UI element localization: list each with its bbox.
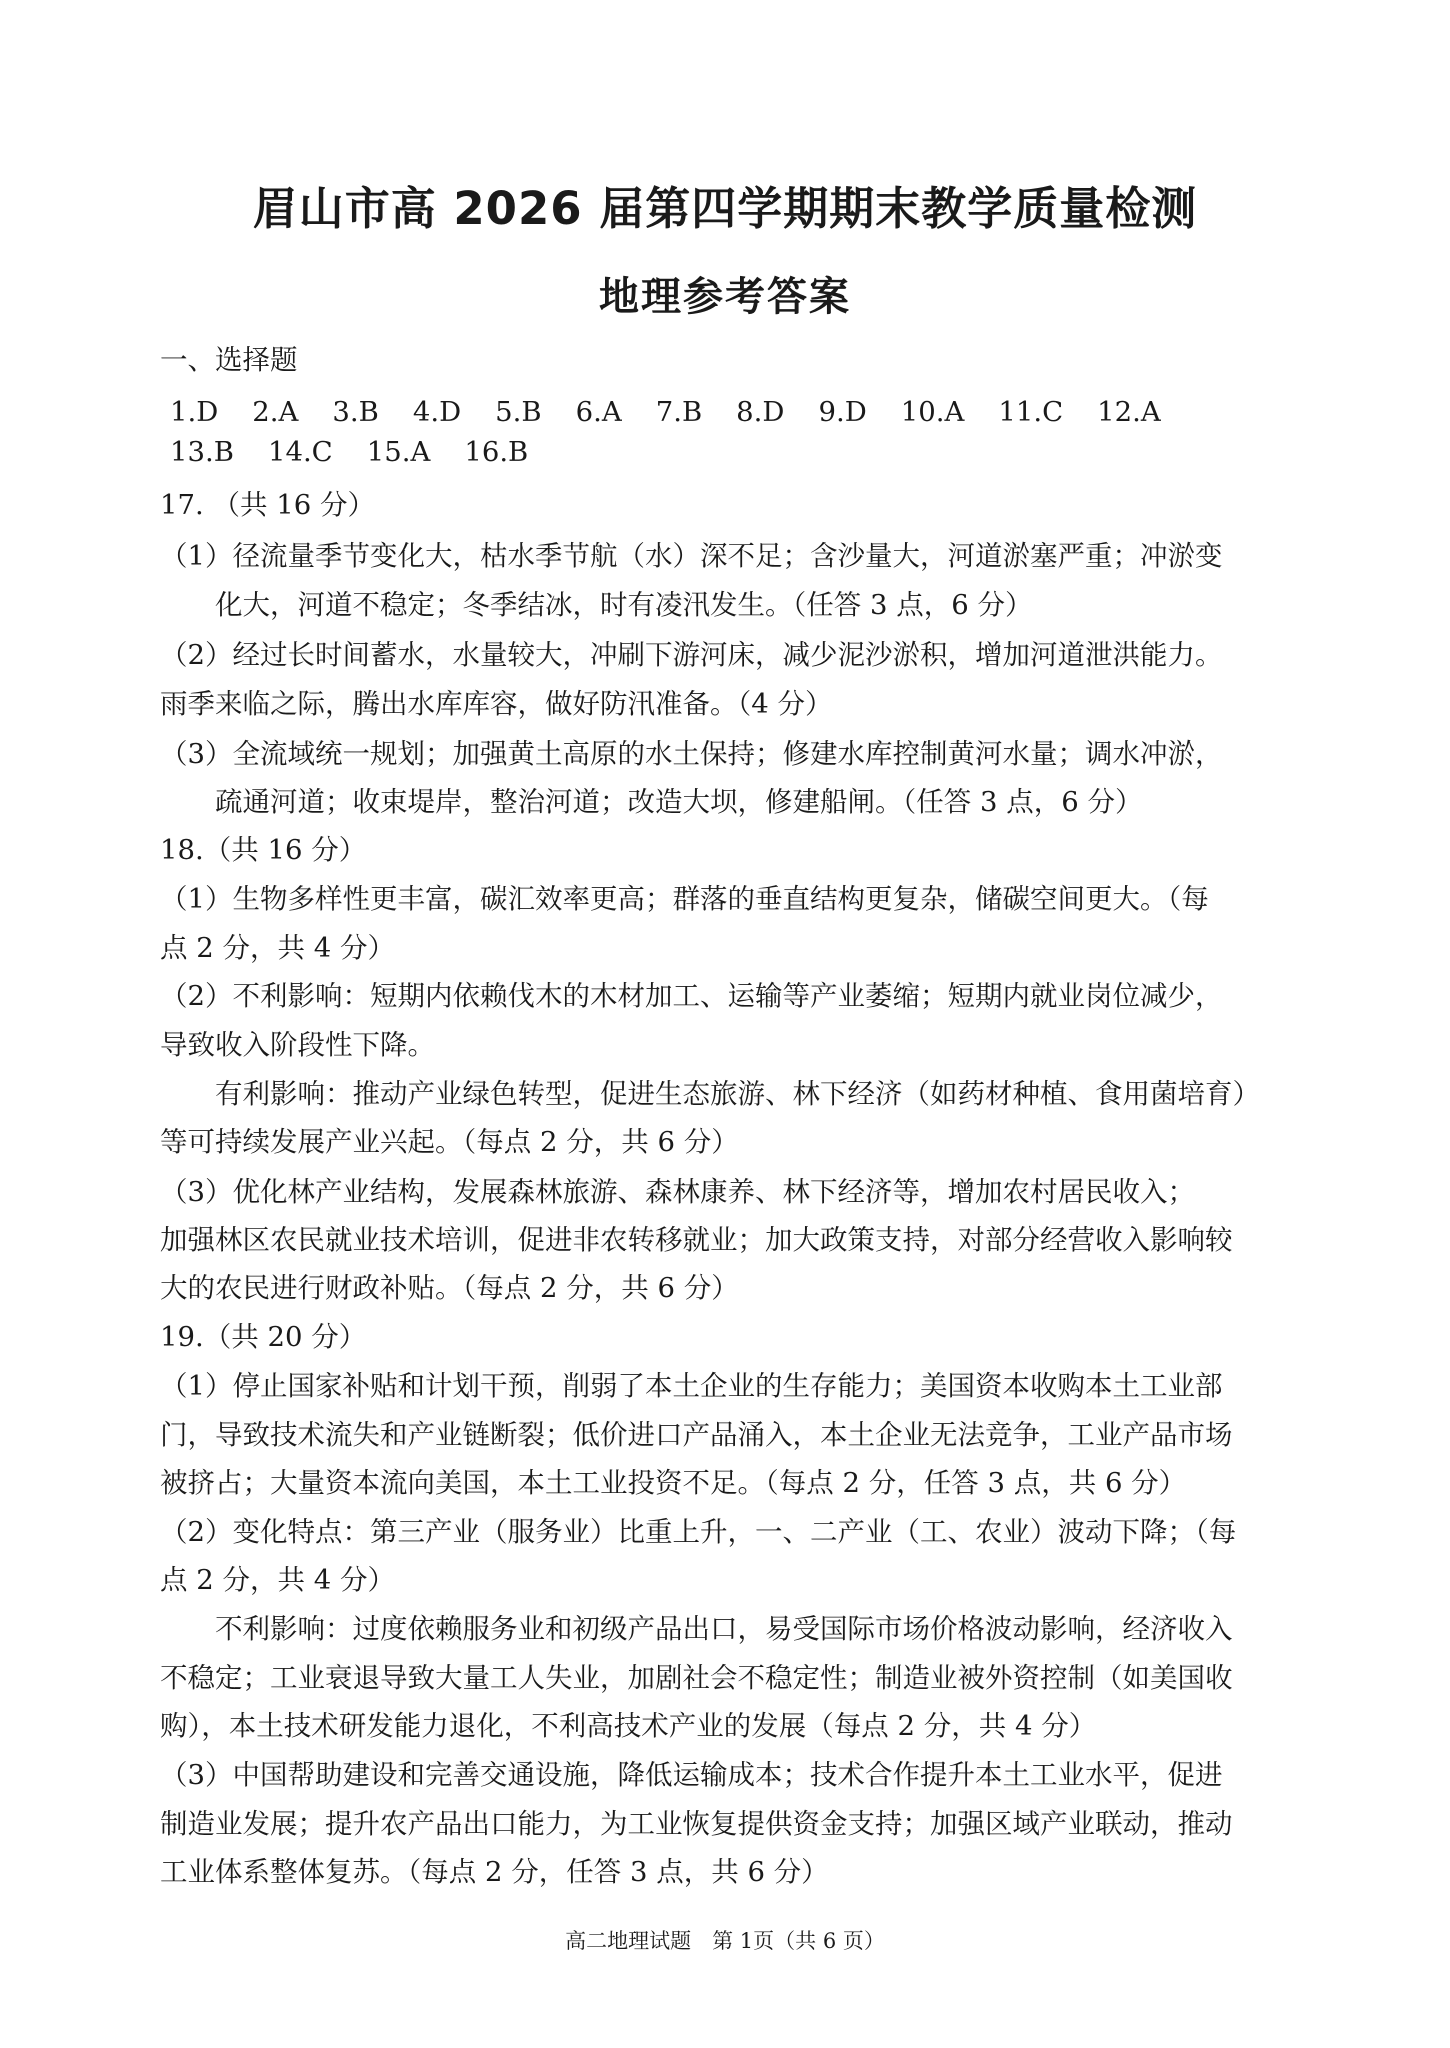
answer-item: 9.D bbox=[818, 396, 867, 428]
q17-part2-line: （2）经过长时间蓄水，水量较大，冲刷下游河床，减少泥沙淤积，增加河道泄洪能力。 bbox=[160, 639, 1223, 671]
q19-part1-line: 门，导致技术流失和产业链断裂；低价进口产品涌入，本土企业无法竞争，工业产品市场 bbox=[160, 1419, 1233, 1451]
q18-part1-line: 点 2 分，共 4 分） bbox=[160, 932, 395, 964]
answer-item: 1.D bbox=[170, 396, 219, 428]
answer-item: 13.B bbox=[170, 436, 234, 468]
q19-heading: 19.（共 20 分） bbox=[160, 1321, 367, 1353]
answer-item: 6.A bbox=[575, 396, 622, 428]
choice-answers bbox=[170, 392, 1290, 472]
q17-part1-line: 化大，河道不稳定；冬季结冰，时有凌汛发生。（任答 3 点，6 分） bbox=[215, 589, 1033, 621]
q18-part2-line: 导致收入阶段性下降。 bbox=[160, 1029, 435, 1061]
q17-part1-line: （1）径流量季节变化大，枯水季节航（水）深不足；含沙量大，河道淤塞严重；冲淤变 bbox=[160, 540, 1223, 572]
q18-part3-line: 加强林区农民就业技术培训，促进非农转移就业；加大政策支持，对部分经营收入影响较 bbox=[160, 1224, 1233, 1256]
page-footer: 高二地理试题 第 1页（共 6 页） bbox=[565, 1929, 885, 1953]
q17-part3-line: 疏通河道；收束堤岸，整治河道；改造大坝，修建船闸。（任答 3 点，6 分） bbox=[215, 786, 1143, 818]
q19-part2-line: 不稳定；工业衰退导致大量工人失业，加剧社会不稳定性；制造业被外资控制（如美国收 bbox=[160, 1662, 1233, 1694]
q19-part3-line: （3）中国帮助建设和完善交通设施，降低运输成本；技术合作提升本土工业水平，促进 bbox=[160, 1759, 1223, 1791]
q18-part3-line: 大的农民进行财政补贴。（每点 2 分，共 6 分） bbox=[160, 1272, 739, 1304]
q19-part2-line: （2）变化特点：第三产业（服务业）比重上升，一、二产业（工、农业）波动下降；（每 bbox=[160, 1516, 1237, 1548]
q18-part2-line: （2）不利影响：短期内依赖伐木的木材加工、运输等产业萎缩；短期内就业岗位减少， bbox=[160, 980, 1223, 1012]
answer-item: 4.D bbox=[412, 396, 462, 428]
q18-part2-line: 有利影响：推动产业绿色转型，促进生态旅游、林下经济（如药材种植、食用菌培育） bbox=[215, 1078, 1260, 1110]
q18-heading: 18.（共 16 分） bbox=[160, 834, 367, 866]
page-title: 眉山市高 2026 届第四学期期末教学质量检测 bbox=[252, 182, 1198, 235]
answer-item: 14.C bbox=[267, 436, 333, 468]
q17-part2-line: 雨季来临之际，腾出水库库容，做好防汛准备。（4 分） bbox=[160, 688, 833, 720]
q18-part2-line: 等可持续发展产业兴起。（每点 2 分，共 6 分） bbox=[160, 1126, 739, 1158]
q19-part1-line: 被挤占；大量资本流向美国，本土工业投资不足。（每点 2 分，任答 3 点，共 6 分） bbox=[160, 1467, 1187, 1499]
q19-part3-line: 制造业发展；提升农产品出口能力，为工业恢复提供资金支持；加强区域产业联动，推动 bbox=[160, 1808, 1233, 1840]
q19-part3-line: 工业体系整体复苏。（每点 2 分，任答 3 点，共 6 分） bbox=[160, 1856, 829, 1888]
q17-heading: 17. （共 16 分） bbox=[160, 489, 375, 521]
q19-part2-line: 不利影响：过度依赖服务业和初级产品出口，易受国际市场价格波动影响，经济收入 bbox=[215, 1613, 1233, 1645]
answer-item: 5.B bbox=[495, 396, 542, 428]
section-heading-choice: 一、选择题 bbox=[160, 344, 298, 376]
q19-part2-line: 点 2 分，共 4 分） bbox=[160, 1564, 395, 1596]
q18-part3-line: （3）优化林产业结构，发展森林旅游、森林康养、林下经济等，增加农村居民收入； bbox=[160, 1176, 1195, 1208]
q19-part2-line: 购），本土技术研发能力退化，不利高技术产业的发展（每点 2 分，共 4 分） bbox=[160, 1710, 1097, 1742]
answer-item: 2.A bbox=[252, 396, 299, 428]
answer-item: 16.B bbox=[464, 436, 529, 468]
answer-item: 15.A bbox=[366, 436, 431, 468]
q18-part1-line: （1）生物多样性更丰富，碳汇效率更高；群落的垂直结构更复杂，储碳空间更大。（每 bbox=[160, 883, 1209, 915]
q17-part3-line: （3）全流域统一规划；加强黄土高原的水土保持；修建水库控制黄河水量；调水冲淤， bbox=[160, 738, 1223, 770]
answer-item: 3.B bbox=[332, 396, 379, 428]
answer-item: 10.A bbox=[900, 396, 965, 428]
answer-item: 11.C bbox=[998, 396, 1064, 428]
answer-item: 12.A bbox=[1097, 396, 1161, 428]
q19-part1-line: （1）停止国家补贴和计划干预，削弱了本土企业的生存能力；美国资本收购本土工业部 bbox=[160, 1370, 1223, 1402]
page-subtitle: 地理参考答案 bbox=[599, 274, 851, 320]
answer-item: 8.D bbox=[736, 396, 785, 428]
answer-item: 7.B bbox=[655, 396, 703, 428]
